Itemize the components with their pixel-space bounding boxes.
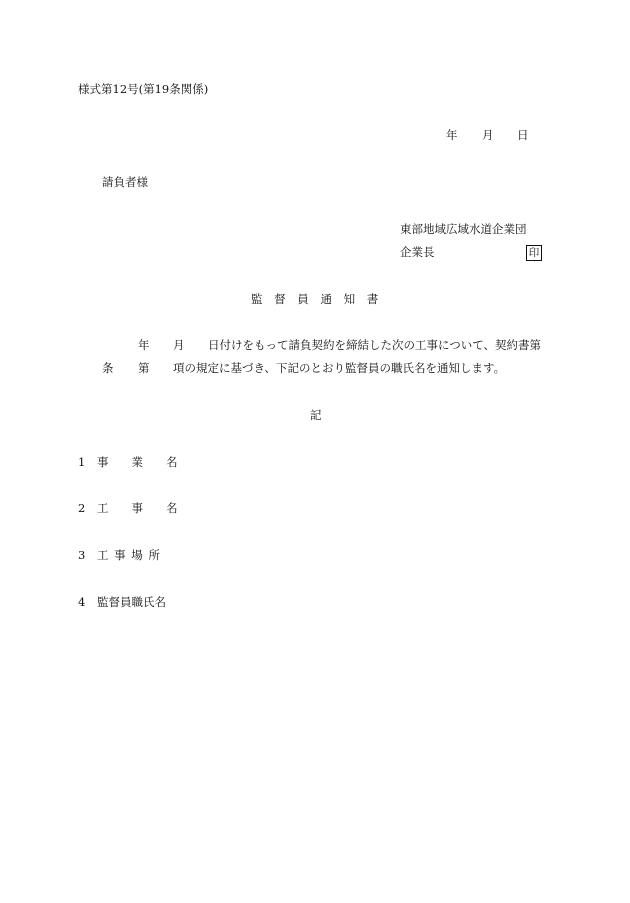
item-label: 事 業 名 [97,455,178,469]
item-label: 監督員職氏名 [97,595,166,609]
item-number: 3 [78,548,86,562]
body-line1-text: 日付けをもって請負契約を締結した次の工事について、契約書第 [208,338,542,352]
item-number: 4 [78,595,86,609]
date-year: 年 [446,128,458,142]
date-month: 月 [482,128,494,142]
seal-mark: 印 [526,245,542,261]
item-number: 1 [78,455,86,469]
item-label: 工 事 場 所 [97,548,160,562]
body-year: 年 [138,338,150,352]
sender-organization: 東部地域広域水道企業団 [400,222,527,236]
item-number: 2 [78,501,86,515]
recipient: 請負者様 [102,175,148,189]
body-article: 条 [102,361,114,375]
sender-title: 企業長 [400,245,435,259]
document-title: 監 督 員 通 知 書 [251,292,379,306]
body-line2-text: 項の規定に基づき、下記のとおり監督員の職氏名を通知します。 [173,361,506,375]
item-label: 工 事 名 [97,501,178,515]
date-day: 日 [517,128,529,142]
ki-heading: 記 [310,408,322,422]
form-number: 様式第12号(第19条関係) [78,82,209,96]
body-month: 月 [173,338,185,352]
body-paragraph-prefix: 第 [138,361,150,375]
